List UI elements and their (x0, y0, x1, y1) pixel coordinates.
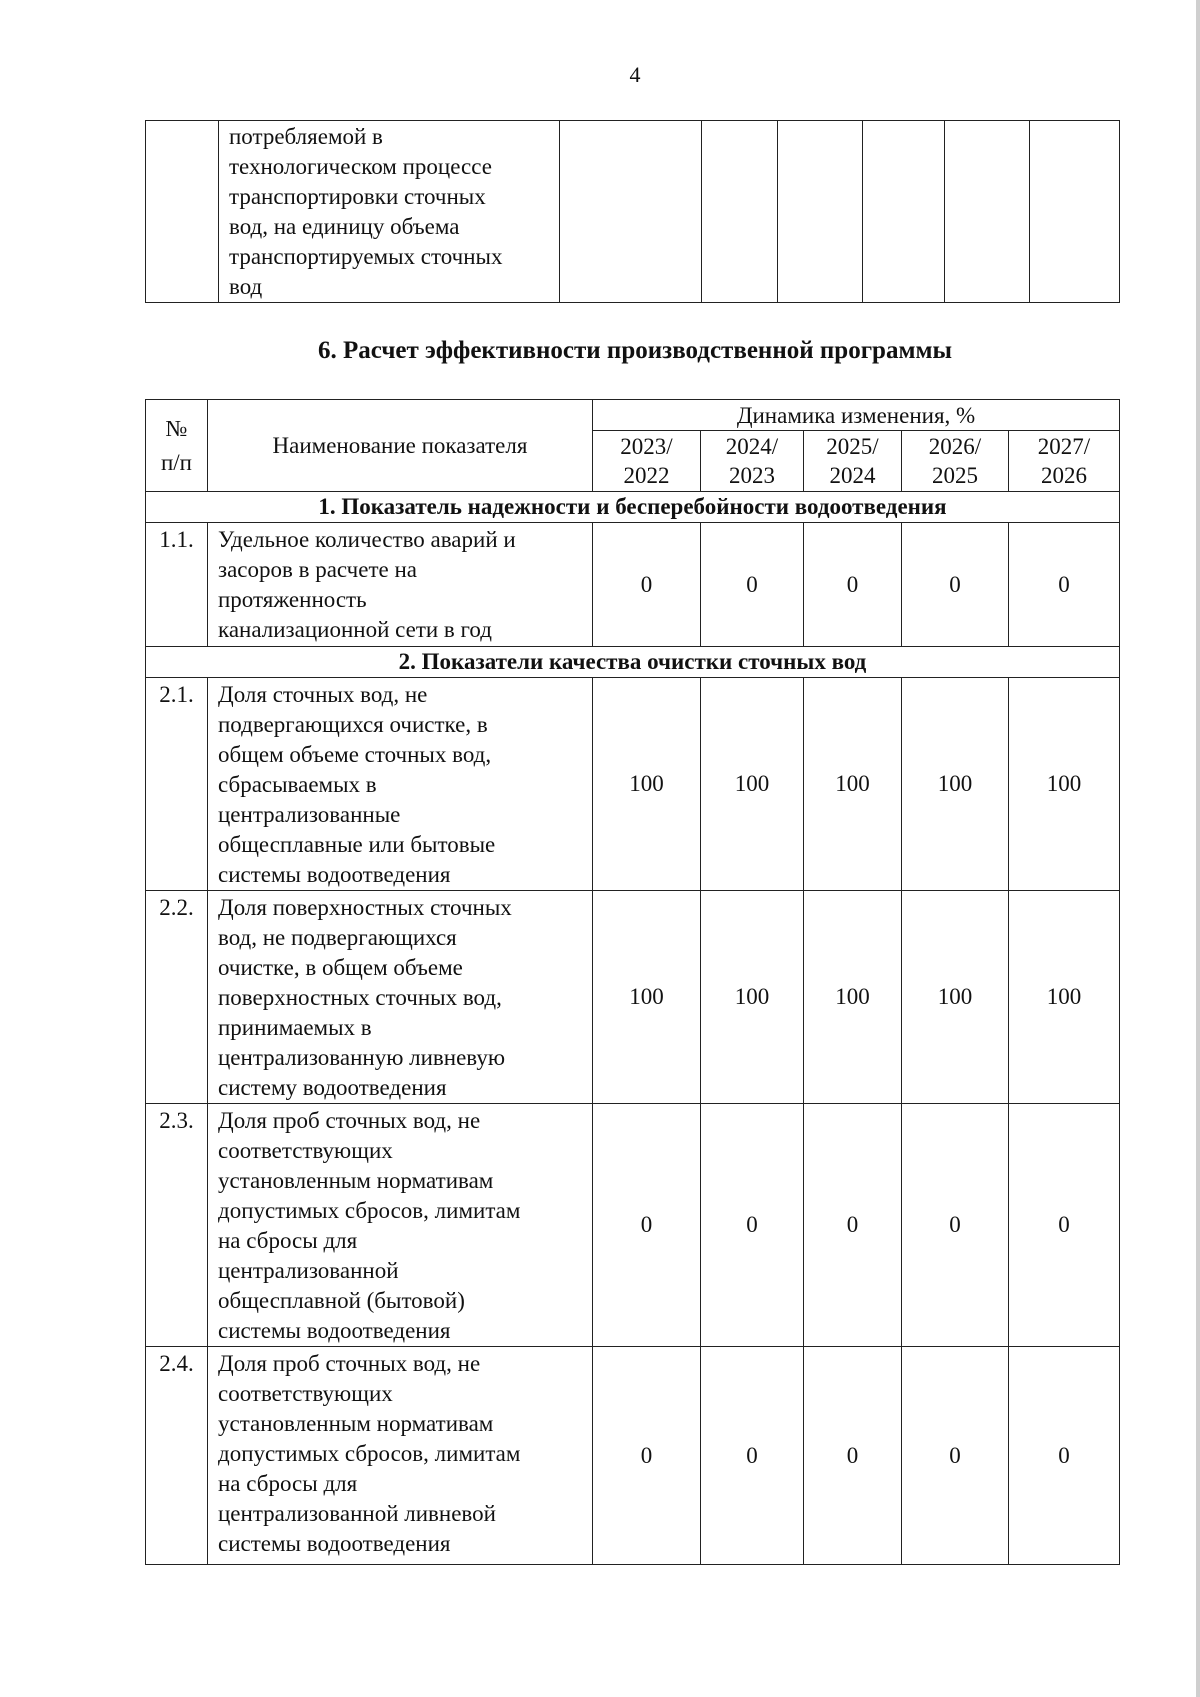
value-cell: 100 (1009, 678, 1120, 891)
empty-cell (778, 121, 863, 303)
year-header: 2024/ 2023 (701, 431, 804, 492)
value-cell: 100 (593, 891, 701, 1104)
value-cell: 0 (804, 1104, 902, 1347)
table-row (146, 678, 1120, 891)
continuation-table (145, 120, 1120, 303)
empty-cell (945, 121, 1030, 303)
name-line: потребляемой в (229, 124, 383, 149)
value-cell: 0 (902, 523, 1009, 647)
value-cell: 0 (701, 1347, 804, 1565)
row-name: Доля сточных вод, не подвергающихся очистке, в общем объеме сточных вод, сбрасываемых в централизованные общесплавные или бытовые системы водоотведения (208, 678, 593, 891)
continuation-name-cell (219, 121, 560, 303)
value-cell: 100 (593, 678, 701, 891)
name-line: транспортировки сточных (229, 184, 486, 209)
value-cell: 0 (902, 1104, 1009, 1347)
name-line: технологическом процессе (229, 154, 492, 179)
section-row (146, 492, 1120, 523)
section-heading: 2. Показатели качества очистки сточных вод (146, 647, 1120, 678)
value-cell: 0 (1009, 1347, 1120, 1565)
year-header: 2027/ 2026 (1009, 431, 1120, 492)
value-cell: 0 (701, 523, 804, 647)
value-cell: 0 (701, 1104, 804, 1347)
header-name: Наименование показателя (208, 400, 593, 492)
value-cell: 100 (804, 891, 902, 1104)
table-row (146, 1347, 1120, 1565)
value-cell: 0 (1009, 1104, 1120, 1347)
year-header: 2026/ 2025 (902, 431, 1009, 492)
value-cell: 0 (593, 1104, 701, 1347)
continuation-number-cell (146, 121, 219, 303)
value-cell: 0 (1009, 523, 1120, 647)
efficiency-table (145, 399, 1120, 1565)
table-row (146, 121, 1120, 303)
row-number: 2.1. (146, 678, 208, 891)
empty-cell (702, 121, 778, 303)
table-row (146, 1104, 1120, 1347)
value-cell: 100 (701, 678, 804, 891)
row-name: Доля проб сточных вод, не соответствующих установленным нормативам допустимых сбросов, лимитам на сбросы для централизованной ливневой системы водоотведения (208, 1347, 593, 1565)
table-row (146, 523, 1120, 647)
header-row (146, 400, 1120, 431)
header-dynamics: Динамика изменения, % (593, 400, 1120, 431)
value-cell: 0 (593, 1347, 701, 1565)
page-edge (1196, 0, 1200, 1697)
value-cell: 0 (902, 1347, 1009, 1565)
year-header: 2023/ 2022 (593, 431, 701, 492)
row-name: Удельное количество аварий и засоров в расчете на протяженность канализационной сети в год (208, 523, 593, 647)
name-line: транспортируемых сточных (229, 244, 503, 269)
value-cell: 100 (804, 678, 902, 891)
page-number: 4 (629, 62, 641, 87)
empty-cell (863, 121, 945, 303)
value-cell: 0 (804, 523, 902, 647)
row-number: 2.3. (146, 1104, 208, 1347)
value-cell: 100 (902, 891, 1009, 1104)
row-number: 2.4. (146, 1347, 208, 1565)
section-heading: 1. Показатель надежности и бесперебойности водоотведения (146, 492, 1120, 523)
value-cell: 100 (1009, 891, 1120, 1104)
row-number: 2.2. (146, 891, 208, 1104)
header-number: № п/п (146, 400, 208, 492)
value-cell: 0 (804, 1347, 902, 1565)
section-title: 6. Расчет эффективности производственной программы (317, 337, 953, 364)
name-line: вод (229, 274, 263, 299)
value-cell: 0 (593, 523, 701, 647)
empty-cell (1030, 121, 1120, 303)
row-number: 1.1. (146, 523, 208, 647)
empty-cell (560, 121, 702, 303)
row-name: Доля проб сточных вод, не соответствующих установленным нормативам допустимых сбросов, лимитам на сбросы для централизованной общесплавной (бытовой) системы водоотведения (208, 1104, 593, 1347)
table-row (146, 891, 1120, 1104)
value-cell: 100 (902, 678, 1009, 891)
year-header: 2025/ 2024 (804, 431, 902, 492)
name-line: вод, на единицу объема (229, 214, 460, 239)
value-cell: 100 (701, 891, 804, 1104)
section-row (146, 647, 1120, 678)
row-name: Доля поверхностных сточных вод, не подвергающихся очистке, в общем объеме поверхностных сточных вод, принимаемых в централизованную ливневую систему водоотведения (208, 891, 593, 1104)
